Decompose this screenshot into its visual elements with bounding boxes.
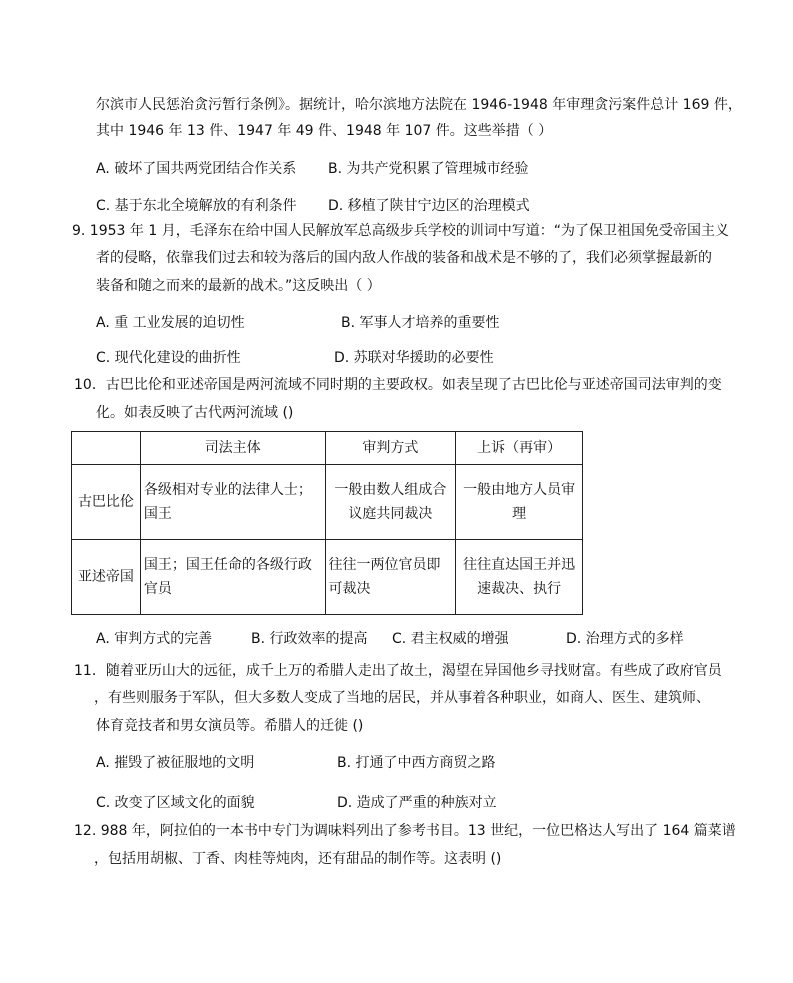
- q8-option-b: B. 为共产党积累了管理城市经验: [328, 161, 529, 177]
- q10-stem-line2: 化。如表反映了古代两河流域 (): [96, 405, 294, 421]
- q8-option-c: C. 基于东北全境解放的有利条件: [96, 198, 297, 214]
- q10-option-c: C. 君主权威的增强: [392, 631, 509, 647]
- q8-option-d: D. 移植了陕甘宁边区的治理模式: [328, 198, 530, 214]
- q8-stem-line2: 其中 1946 年 13 件、1947 年 49 件、1948 年 107 件。这些举措（ ）: [96, 123, 553, 139]
- q11-option-d: D. 造成了严重的种族对立: [337, 795, 497, 811]
- q10-option-d: D. 治理方式的多样: [566, 631, 684, 647]
- q11-option-a: A. 摧毁了被征服地的文明: [96, 755, 255, 771]
- q11-option-b: B. 打通了中西方商贸之路: [337, 755, 496, 771]
- table-cell: 各级相对专业的法律人士；国王: [140, 465, 325, 540]
- table-header-cell: 审判方式: [325, 432, 456, 465]
- q9-stem-line3: 装备和随之而来的最新的战术。”这反映出（ ）: [96, 278, 381, 294]
- q11-stem-line2: ，有些则服务于军队，但大多数人变成了当地的居民，并从事着各种职业，如商人、医生、建筑师、: [94, 690, 710, 706]
- judicial-comparison-table: [71, 431, 583, 615]
- q9-option-a: A. 重 工业发展的迫切性: [96, 315, 245, 331]
- table-header-cell: 上诉（再审）: [456, 432, 583, 465]
- q9-option-d: D. 苏联对华援助的必要性: [334, 350, 494, 366]
- table-header-cell: [72, 432, 141, 465]
- table-header-cell: 司法主体: [140, 432, 325, 465]
- q9-stem-line1: 9. 1953 年 1 月，毛泽东在给中国人民解放军总高级步兵学校的训词中写道：“为了保卫祖国免受帝国主义: [72, 223, 729, 239]
- q11-stem-line1: 11．随着亚历山大的远征，成千上万的希腊人走出了故土，渴望在异国他乡寻找财富。有些成了政府官员: [74, 663, 722, 679]
- table-cell: 古巴比伦: [72, 465, 141, 540]
- table-header-row: [72, 432, 583, 465]
- table-cell: 一般由数人组成合议庭共同裁决: [325, 465, 456, 540]
- q9-option-c: C. 现代化建设的曲折性: [96, 350, 241, 366]
- q12-stem-line1: 12. 988 年，阿拉伯的一本书中专门为调味料列出了参考书目。13 世纪，一位巴格达人写出了 164 篇菜谱: [74, 823, 736, 839]
- q9-stem-line2: 者的侵略，依靠我们过去和较为落后的国内敌人作战的装备和战术是不够的了，我们必须掌握最新的: [96, 250, 712, 266]
- table-cell: 国王；国王任命的各级行政官员: [140, 540, 325, 615]
- q8-stem-line1: 尔滨市人民惩治贪污暂行条例》。据统计，哈尔滨地方法院在 1946-1948 年审理贪污案件总计 169 件，: [96, 97, 742, 113]
- q8-option-a: A. 破坏了国共两党团结合作关系: [96, 161, 297, 177]
- table-cell: 往往直达国王并迅速裁决、执行: [456, 540, 583, 615]
- table-cell: 往往一两位官员即可裁决: [325, 540, 456, 615]
- q9-option-b: B. 军事人才培养的重要性: [341, 315, 500, 331]
- q10-option-b: B. 行政效率的提高: [251, 631, 368, 647]
- q10-option-a: A. 审判方式的完善: [96, 631, 213, 647]
- table-row: [72, 540, 583, 615]
- q10-stem-line1: 10．古巴比伦和亚述帝国是两河流域不同时期的主要政权。如表呈现了古巴比伦与亚述帝国司法审判的变: [74, 377, 722, 393]
- q11-stem-line3: 体育竞技者和男女演员等。希腊人的迁徙 (): [96, 718, 364, 734]
- table-row: [72, 465, 583, 540]
- q12-stem-line2: ，包括用胡椒、丁香、肉桂等炖肉，还有甜品的制作等。这表明 (): [94, 851, 502, 867]
- table-cell: 亚述帝国: [72, 540, 141, 615]
- q11-option-c: C. 改变了区域文化的面貌: [96, 795, 255, 811]
- table-cell: 一般由地方人员审理: [456, 465, 583, 540]
